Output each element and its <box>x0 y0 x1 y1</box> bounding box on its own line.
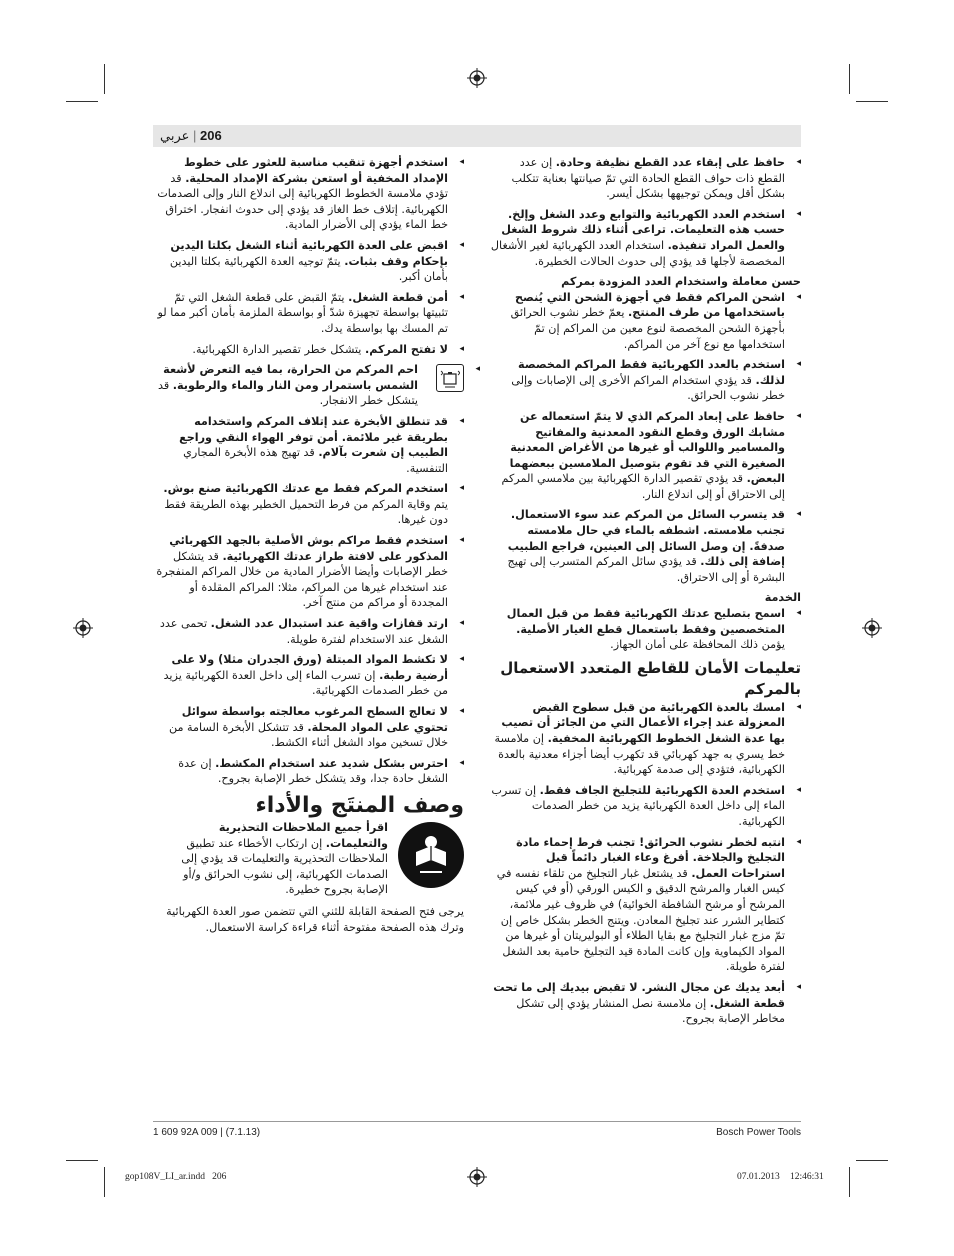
item-bold-text: اسمح بتصليح عدتك الكهربائية فقط من قبل العمال المتخصصين وفقط باستعمال قطع الغيار الأصلية. <box>506 607 785 636</box>
item-text: قد تهيج هذه الأبخرة المجاري التنفسية. <box>183 446 448 475</box>
item-bold-text: استخدم فقط مراكم بوش الأصلية بالجهد الكهربائي المذكور على لافتة طراز عدتك الكهربائية. <box>169 534 448 563</box>
item-text: يتم وقاية المركم من فرط التحميل الخطير بهذه الطريقة فقط دون غيرها. <box>164 497 448 527</box>
list-item <box>490 606 801 653</box>
item-bold-text: قد يتسرب السائل من المركم عند سوء الاستعمال. تجنب ملامسته. اشطفه بالماء في حال ملامسته صدفةً. إن وصل السائل إلى العينين، فراجع الطبيب إضافة إلى ذلك. <box>507 508 785 569</box>
list-item <box>490 409 801 503</box>
bullet-glyph: ◂ <box>459 343 464 354</box>
item-text: إن تسرب الماء إلى داخل العدة الكهربائية يزيد من خطر الصدمات الكهربائية. <box>163 668 448 698</box>
product-description-title: وصف المنتَج والأداء <box>255 792 464 818</box>
bullet-glyph: ◂ <box>796 509 801 520</box>
item-bold-text: حافظ على إبعاد المركم الذي لا يتمّ استعماله عن مشابك الورق وقطع النقود المعدنية والمفاتيح والمسامير واللوالب أو غيرها من الأغراض المعدنية الصغيرة التي قد تقوم بتوصيل الملامسين ببعضهما البعض. <box>509 409 785 486</box>
footer-brand: Bosch Power Tools <box>716 1127 801 1138</box>
page-number: 206 <box>200 128 222 143</box>
item-text: يتمّ توجيه العدة الكهربائية بكلتا اليدين بأمان أكبر. <box>169 254 448 284</box>
bullet-glyph: ◂ <box>459 757 464 768</box>
item-text: تحمى عدد الشغل عند الاستخدام لفترة طويلة. <box>159 617 448 646</box>
header-language: عربي <box>160 128 190 143</box>
bullet-glyph: ◂ <box>459 706 464 716</box>
item-bold-text: حافظ على إبقاء عدد القطع نظيفة وحادة. <box>555 156 785 169</box>
item-text: قد يؤدي سائل المركم المتسرب إلى تهيج البشرة أو إلى الاحتراق. <box>507 555 785 584</box>
read-instructions-block <box>153 820 464 898</box>
item-bold-text: لا تعالج السطح المرغوب معالجته بواسطة سوائل تحتوي على المواد المحلة. <box>181 705 448 734</box>
registration-mark-icon <box>862 618 882 638</box>
list-item <box>153 238 464 285</box>
bullet-glyph: ◂ <box>796 359 801 370</box>
list-item <box>153 704 464 751</box>
list-item <box>153 616 464 647</box>
item-text: قد يشتعل غبار التجليخ من تلقاء نفسه في كيس الغبار والمرشح الدقيق و الكيس الورقي (أو في كيس المرشح أو مرشح الشافطة الخوائية) في ظروف غير ملائمة، كتطاير الشرر عند تجليخ المعادن. ويتنج الخطر بشكل خاص إن تمّ مزج غبار التجليخ مع بقايا الطلاء أو البوليريتان أو غيرها من المواد الكيماوية وإن كانت المادة قيد التجليخ حامية بعد الشغل لفترة طويلة. <box>496 866 785 974</box>
item-bold-text: استخدم المركم فقط مع عدتك الكهربائية صنع بوش. <box>163 482 448 496</box>
item-bold-text: اشحن المراكم فقط في أجهزة الشحن التي يُنصح باستخدامها من طرف المنتج. <box>514 290 785 320</box>
item-text: يعمّ خطر نشوب الحرائق بأجهزة الشحن المخصصة لنوع معين من المراكم إن تمّ استخدامها مع نوع آخر من المراكم. <box>510 306 785 351</box>
item-bold-text: انتبه لخطر نشوب الحرائق! تجنب فرط إحماء مادة التجليخ والجلاخة. أفرغ وعاء الغبار دائماً قبل استراحات العمل. <box>516 835 785 880</box>
document-number: 1 609 92A 009 | (7.1.13) <box>153 1127 261 1138</box>
bullet-glyph: ◂ <box>475 364 480 375</box>
crop-mark <box>856 101 888 102</box>
list-item <box>153 155 464 233</box>
item-text: قد تتشكل الأبخرة السامة من خلال تسخين مواد الشغل أثناء الكشط. <box>168 720 448 750</box>
crop-mark <box>849 64 850 94</box>
footer-rule <box>153 1121 801 1122</box>
bullet-glyph: ◂ <box>459 157 464 167</box>
list-item <box>490 783 801 830</box>
bullet-glyph: ◂ <box>796 208 801 219</box>
item-bold-text: أمن قطعة الشغل. <box>348 290 448 304</box>
bullet-glyph: ◂ <box>796 157 801 167</box>
item-text: قد يؤدي استخدام المراكم الأخرى إلى الإصابات وإلى خطر نشوب الحرائق. <box>511 373 785 403</box>
item-bold-text: أبعد يديك عن مجال النشر. لا تقبض بيديك إلى ما تحت قطعة الشغل. <box>493 980 785 1010</box>
bullet-glyph: ◂ <box>796 701 801 712</box>
read-instructions-bold: اقرأ جميع الملاحظات التحذيرية والتعليمات. <box>218 820 388 850</box>
crop-mark <box>856 1160 888 1161</box>
list-item <box>490 155 801 202</box>
multitool-safety-title: تعليمات الأمان للقاطع المتعدد الاستعمال بالمركم <box>500 658 801 698</box>
item-text: إن ملامسة نصل المنشار يؤدي إلى تشكل مخاطر الإصابة بجروح. <box>516 996 785 1026</box>
item-bold-text: لا تفتح المركم. <box>364 342 448 356</box>
item-bold-text: استخدم بالعدد الكهربائية فقط المراكم المخصصة لذلك. <box>518 358 785 387</box>
crop-mark <box>66 1160 98 1161</box>
read-instructions-text: إن ارتكاب الأخطاء عند تطبيق الملاحظات التحذيرية والتعليمات قد يؤدي إلى الصدمات الكهربائية، إلى نشوب الحرائق و/أو الإصابة بجروح خطيرة. <box>181 836 388 897</box>
list-item <box>153 756 464 787</box>
list-item <box>490 207 801 269</box>
battery-heat-warning <box>153 362 480 409</box>
item-text: استخدام العدد الكهربائية لغير الأشغال المخصصة لأجلها قد يؤدي إلى حدوث الحالات الخطيرة. <box>490 238 785 268</box>
bullet-glyph: ◂ <box>459 239 464 250</box>
registration-mark-icon <box>73 618 93 638</box>
item-bold-text: قد تنطلق الأبخرة عند إتلاف المركم واستخدامه بطريقة غير ملائمة. أمن توفر الهواء النقي وراجع الطبيب إن شعرت بآلام. <box>179 414 448 460</box>
left-text-column <box>153 155 480 935</box>
page-header <box>160 128 222 144</box>
battery-heat-warning-icon <box>436 364 464 392</box>
right-text-column <box>490 155 801 1032</box>
item-text: يتمّ القبض على قطعة الشغل التي تمّ تثبيتها بواسطة تجهيزة شدّ أو بواسطة الملزمة بأمان أكبر مما لو تم المسك بها بواسطة يدك. <box>157 290 448 335</box>
battery-section-heading: حسن معاملة واستخدام العدد المزودة بمركم <box>561 275 801 289</box>
item-text: قد تؤدي ملامسة الخطوط الكهربائية إلى اندلاع النار وإلى الصدمات الكهربائية. إتلاف خط الغاز قد يؤدي إلى حدوث انفجار. اختراق خط الماء يؤدي إلى الأضرار المادية. <box>157 171 448 232</box>
crop-mark <box>849 1167 850 1197</box>
list-item <box>490 507 801 585</box>
warning-bold-text: احم المركم من الحرارة، بما فيه التعرض لأشعة الشمس باستمرار ومن النار والماء والرطوبة. <box>163 363 418 392</box>
warning-text: قد يتشكل خطر الانفجار. <box>157 378 418 408</box>
list-item <box>490 357 801 404</box>
item-text: قد يتشكل خطر الإصابات وأيضا الأضرار المادية من خلال المراكم المنفجرة عند استخدام غيرها من المراكم، مثلا: المراكم المقلدة أو المجددة أو مراكم من منتج آخر. <box>156 549 448 610</box>
list-item <box>153 533 464 611</box>
item-bold-text: ارتد قفازات واقية عند استبدال عدد الشغل. <box>210 617 448 631</box>
bullet-glyph: ◂ <box>796 836 801 847</box>
print-slug-file: gop108V_LI_ar.indd 206 <box>125 1172 227 1182</box>
page-header-bar <box>153 125 801 147</box>
item-text: إن عدد القطع ذات حواف القطع الحادة التي تمّ صيانتها بعناية تتكلب بشكل أقل ويمكن توجيهها بشكل أيسر. <box>511 156 785 201</box>
item-bold-text: اقبض على العدة الكهربائية أثناء الشغل بكلتا اليدين بإحكام وقف بثبات. <box>170 238 448 268</box>
item-text: يتشكل خطر تقصير الدارة الكهربائية. <box>192 342 365 356</box>
item-text: يؤمن ذلك المحافظة على أمان الجهاز. <box>610 638 785 652</box>
item-bold-text: استخدم العدة الكهربائية للتجليخ الجاف فقط. <box>539 783 785 797</box>
item-text: إن عدة الشغل حادة جدا، وقد يتشكل خطر الإصابة بجروح. <box>178 756 448 786</box>
list-item <box>153 481 464 528</box>
bullet-glyph: ◂ <box>459 535 464 546</box>
list-item <box>490 290 801 352</box>
registration-mark-icon <box>467 68 487 88</box>
fold-out-note: يرجى فتح الصفحة القابلة للثني التي تتضمن صور العدة الكهربائية وترك هذه الصفحة مفتوحة أثناء قراءة كراسة الاستعمال. <box>166 904 464 934</box>
print-slug-time: 12:46:31 <box>790 1172 824 1182</box>
item-text: إن ملامسة خط يسري به جهد كهربائي قد تكهرب أيضا أجزاء معدنية بالعدة الكهربائية، فتؤدي إلى صدمة كهربائية. <box>494 732 785 777</box>
registration-mark-icon <box>467 1167 487 1187</box>
bullet-glyph: ◂ <box>459 415 464 426</box>
item-bold-text: استخدم العدد الكهربائية والتوابع وعدد الشغل وإلخ. حسب هذه التعليمات. تراعى أثناء ذلك شروط الشغل والعمل المراد تنفيذه. <box>501 207 785 252</box>
item-bold-text: استخدم أجهزة تنقيب مناسبة للعثور على خطوط الإمداد المخفية أو استعن بشركة الإمداد المحلية. <box>184 156 448 185</box>
bullet-glyph: ◂ <box>796 608 801 619</box>
bullet-glyph: ◂ <box>796 784 801 795</box>
bullet-glyph: ◂ <box>796 981 801 992</box>
crop-mark <box>104 1167 105 1197</box>
service-section-heading: الخدمة <box>764 591 801 605</box>
list-item <box>490 700 801 778</box>
item-bold-text: احترس بشكل شديد عند استخدام المكشط. <box>215 756 448 770</box>
crop-mark <box>104 64 105 94</box>
bullet-glyph: ◂ <box>459 654 464 665</box>
bullet-glyph: ◂ <box>459 483 464 494</box>
print-slug-date: 07.01.2013 <box>737 1172 780 1182</box>
item-text: قد يؤدي تقصير الدارة الكهربائية بين ملامسي المركم إلى الاحتراق أو إلى اندلاع النار. <box>501 472 785 501</box>
crop-mark <box>66 101 98 102</box>
item-bold-text: امسك بالعدة الكهربائية من قبل سطوح القبض المعزولة عند إجراء الأعمال التي من الجائز أن تصيب بها عدة الشغل الخطوط الكهربائية المخفية. <box>501 700 785 745</box>
header-separator: | <box>193 128 197 143</box>
bullet-glyph: ◂ <box>796 291 801 302</box>
item-bold-text: لا تكشط المواد المبتلة (ورق الجدران مثلا) ولا على أرضية رطبة. <box>171 653 448 682</box>
bullet-glyph: ◂ <box>796 410 801 421</box>
list-item <box>490 980 801 1027</box>
list-item <box>490 835 801 975</box>
read-manual-icon <box>398 822 464 888</box>
list-item <box>153 290 464 337</box>
list-item <box>153 414 464 476</box>
list-item <box>153 342 464 358</box>
bullet-glyph: ◂ <box>459 291 464 302</box>
bullet-glyph: ◂ <box>459 618 464 629</box>
list-item <box>153 652 464 699</box>
item-text: إن تسرب الماء إلى داخل العدة الكهربائية يزيد من خطر الصدمات الكهربائية. <box>491 783 785 828</box>
